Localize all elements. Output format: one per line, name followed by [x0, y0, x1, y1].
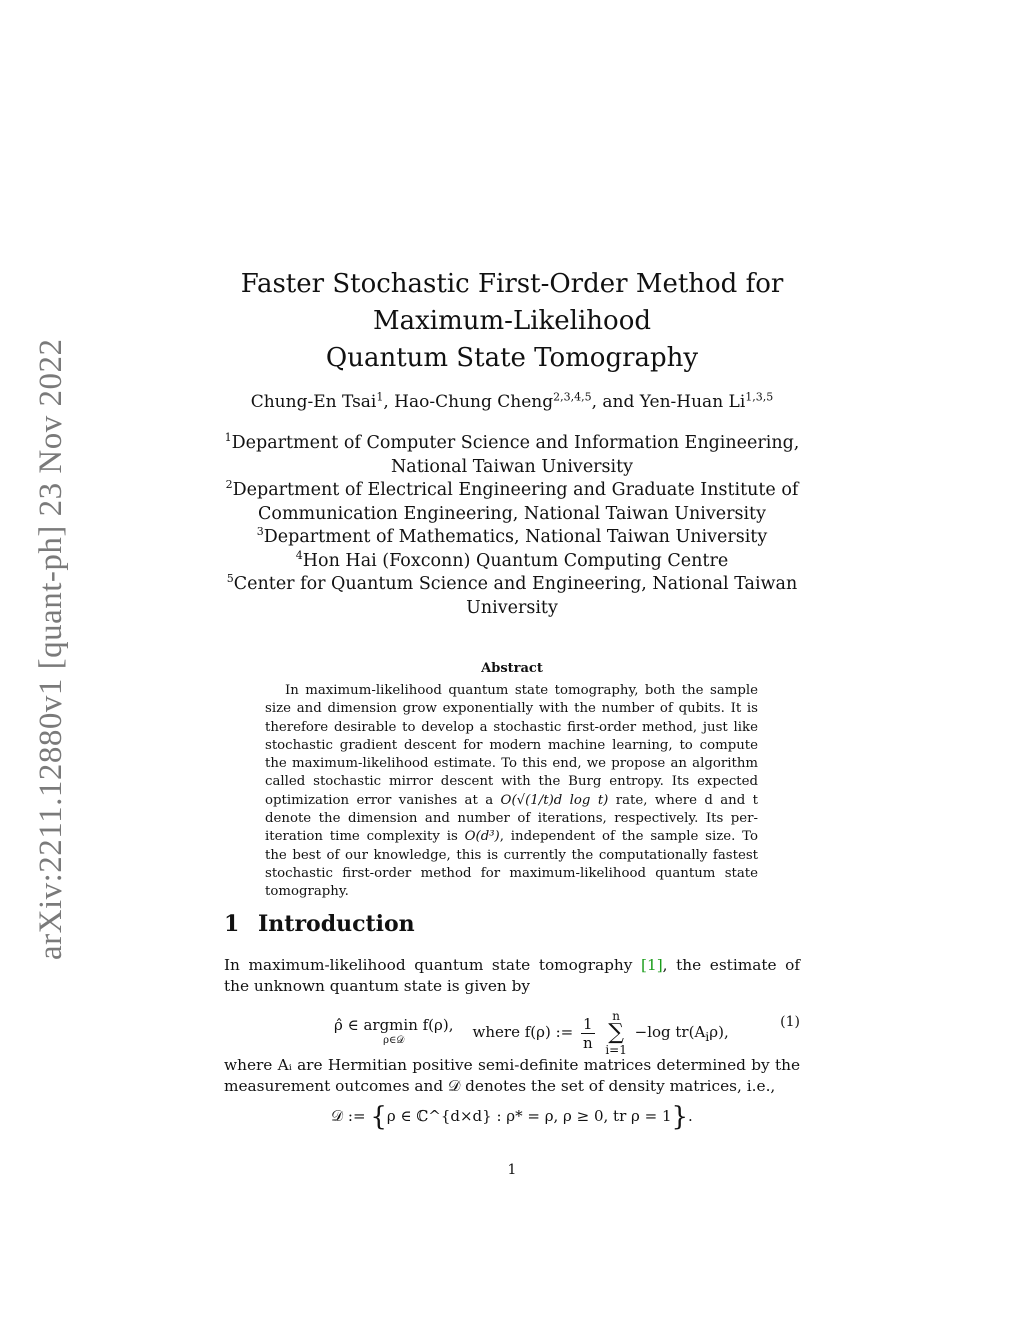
equation-1 [224, 1004, 800, 1057]
affiliation-item [200, 479, 824, 526]
abstract-body [265, 682, 758, 902]
affiliation-marker: 2 [225, 478, 233, 492]
density-set-definition [224, 1102, 800, 1132]
affiliation-marker: 3 [256, 525, 264, 539]
abstract-math-rate: O(√(1/t)d log t) [500, 792, 609, 808]
equation-lhs: ρ̂ ∈ argmin f(ρ), [334, 1016, 454, 1034]
sigma-symbol: ∑ [608, 1020, 624, 1045]
intro-text: , the estimate of the unknown quantum state is given by [224, 956, 800, 995]
affiliation-text: Communication Engineering, National Taiwan University [258, 503, 766, 524]
section-heading [224, 911, 415, 937]
affiliation-text: Department of Electrical Engineering and Graduate Institute of [232, 480, 799, 500]
affiliation-item [200, 573, 824, 620]
affiliation-marker: 4 [295, 548, 303, 562]
author-affiliation-marker: 1 [376, 390, 384, 404]
summand-end: ρ), [709, 1023, 729, 1041]
sum-lower-limit: i=1 [605, 1043, 627, 1057]
sum-upper-limit: n [612, 1009, 620, 1023]
author-name: Yen-Huan Li [639, 392, 746, 412]
arxiv-identifier-stamp: arXiv:2211.12880v1 [quant-ph] 23 Nov 2022 [33, 338, 69, 960]
equation-number: (1) [780, 1014, 800, 1030]
affiliation-item [200, 432, 824, 479]
affiliation-text: Center for Quantum Science and Engineering, National Taiwan [233, 574, 798, 594]
abstract-text: In maximum-likelihood quantum state tomography, both the sample size and dimension grow exponentially with the number of qubits. It is therefore desirable to develop a stochastic first-order method, just like stochastic gradient descent for modern machine learning, to compute the maximum-likelihood estimate. To this end, we propose an algorithm called stochastic mirror descent with the Burg entropy. Its expected optimization error vanishes at a [265, 683, 758, 808]
affiliation-list [200, 432, 824, 620]
title-line: Faster Stochastic First-Order Method for [240, 269, 784, 299]
set-lhs: 𝒟 := [331, 1107, 366, 1125]
abstract-text: , independent of the sample size. To the best of our knowledge, this is currently the computationally fastest stochastic first-order method for maximum-likelihood quantum state tomography. [265, 829, 758, 900]
abstract-text: rate, where d and t denote the dimension and number of iterations, respectively. Its per-iteration time complexity is [265, 792, 758, 845]
author-list [160, 392, 864, 412]
right-brace: } [671, 1102, 689, 1132]
fraction [581, 1015, 595, 1052]
author-name: Chung-En Tsai [250, 392, 377, 412]
affiliation-marker: 5 [226, 572, 234, 586]
affiliation-text: Department of Mathematics, National Taiwan University [263, 527, 768, 547]
body-paragraph: where Aᵢ are Hermitian positive semi-definite matrices determined by the measurement outcomes and 𝒟 denotes the set of density matrices, i.e., [224, 1056, 800, 1095]
affiliation-marker: 1 [224, 431, 232, 445]
affiliation-text: University [466, 597, 558, 618]
fraction-denominator: n [582, 1033, 593, 1052]
author-separator: , and [591, 392, 640, 412]
page-number: 1 [507, 1162, 517, 1178]
section-number: 1 [224, 911, 240, 937]
fraction-numerator: 1 [583, 1014, 593, 1033]
left-brace: { [370, 1102, 387, 1132]
equation-where-clause: where f(ρ) := [472, 1023, 574, 1041]
affiliation-text: Hon Hai (Foxconn) Quantum Computing Centre [302, 550, 729, 571]
set-body: ρ ∈ ℂ^{d×d} : ρ* = ρ, ρ ≥ 0, tr ρ = 1 [386, 1107, 672, 1125]
affiliation-item [200, 550, 824, 574]
abstract-math-complexity: O(d³) [464, 829, 500, 845]
intro-text: In maximum-likelihood quantum state tomography [224, 956, 641, 974]
section-title: Introduction [258, 911, 415, 937]
affiliation-item [200, 526, 824, 550]
abstract-heading: Abstract [481, 661, 543, 676]
title-line: Quantum State Tomography [325, 343, 699, 373]
author-name: Hao-Chung Cheng [394, 392, 554, 412]
author-affiliation-marker: 1,3,5 [745, 390, 774, 404]
summation [605, 1010, 627, 1056]
summand-subscript: i [705, 1029, 710, 1044]
author-separator: , [383, 392, 395, 412]
affiliation-text: Department of Computer Science and Information Engineering, [231, 433, 800, 453]
summand: −log tr(A [634, 1023, 706, 1041]
title-line: Maximum-Likelihood [373, 306, 651, 336]
argmin-expression [334, 1017, 453, 1049]
author-affiliation-marker: 2,3,4,5 [553, 390, 592, 404]
paper-title [160, 266, 864, 377]
set-end: . [688, 1107, 693, 1125]
citation-link[interactable]: [1] [641, 956, 663, 974]
intro-paragraph [224, 955, 800, 996]
affiliation-text: National Taiwan University [390, 456, 634, 477]
equation-body [334, 1010, 729, 1056]
argmin-subscript: ρ∈𝒟 [383, 1035, 405, 1046]
